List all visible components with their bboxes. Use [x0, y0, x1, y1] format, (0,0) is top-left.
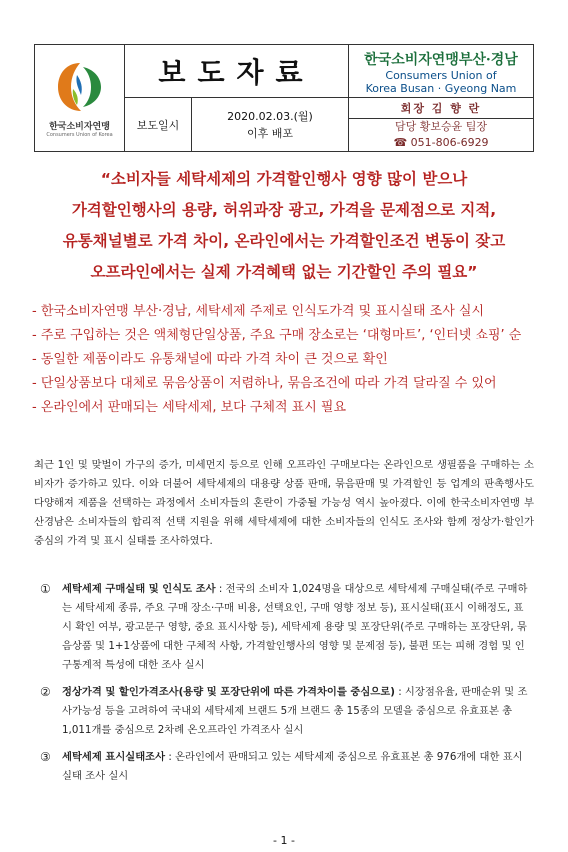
document-title: 보도자료 [125, 45, 349, 98]
organization-name [349, 45, 533, 98]
summary-bullet: - 주로 구입하는 것은 액체형단일상품, 주요 구매 장소로는 ‘대형마트’, ‘인터넷 쇼핑’ 순 [32, 328, 522, 343]
item-number: ③ [40, 750, 51, 764]
logo-text: 한국소비자연맹 [49, 122, 110, 132]
release-date [192, 98, 349, 151]
survey-item [40, 748, 530, 786]
release-date-label: 보도일시 [125, 98, 192, 151]
contact-info [349, 119, 533, 151]
item-text [62, 580, 530, 675]
release-date-note: 이후 배포 [246, 126, 293, 140]
summary-bullet: - 단일상품보다 대체로 묶음상품이 저렴하나, 묶음조건에 따라 가격 달라질 수 있어 [32, 376, 497, 391]
headline-line: “소비자들 세탁세제의 가격할인행사 영향 많이 받으나 [100, 170, 468, 188]
headline-line: 오프라인에서는 실제 가격혜택 없는 기간할인 주의 필요” [90, 263, 478, 281]
press-release-header [34, 44, 534, 152]
survey-item [40, 683, 530, 740]
consumer-union-logo-icon [53, 59, 107, 115]
item-description: : 시장점유율, 판매순위 및 조사가능성 등을 고려하여 국내외 세탁세제 브랜드 5개 브랜드 총 15종의 모델을 중심으로 유효표본 총 1,011개를 중심으로 2차례 온오프라인 가격조사 실시 [62, 686, 528, 736]
item-title: 정상가격 및 할인가격조사(용량 및 포장단위에 따른 가격차이를 중심으로) [62, 686, 395, 698]
org-name-english-line2: Korea Busan · Gyeong Nam [365, 82, 517, 95]
president-name: 회장 김 향 란 [349, 98, 533, 119]
body-paragraph: 최근 1인 및 맞벌이 가구의 증가, 미세먼지 등으로 인해 오프라인 구매보다는 온라인으로 생필품을 구매하는 소비자가 증가하고 있다. 이와 더불어 세탁세제의 대용량 상품 판매, 묶음판매 및 가격할인 등 업계의 판촉행사도 다양해져 제품을 선택하는 과정에서 소비자들의 혼란이 가중될 가능성 역시 높아졌다. 이에 한국소비자연맹 부산경남은 소비자들의 합리적 선택 지원을 위해 세탁세제에 대한 소비자들의 인식도 조사와 함께 정상가·할인가 중심의 가격 및 표시 실태를 조사하였다. [34, 459, 534, 547]
summary-bullet: - 한국소비자연맹 부산·경남, 세탁세제 주제로 인식도가격 및 표시실태 조사 실시 [32, 304, 485, 319]
headline-line: 가격할인행사의 용량, 허위과장 광고, 가격을 문제점으로 지적, [71, 201, 497, 219]
org-name-korean: 한국소비자연맹부산·경남 [364, 52, 518, 68]
survey-item [40, 580, 530, 675]
survey-items [40, 580, 530, 794]
item-description: : 온라인에서 판매되고 있는 세탁세제 중심으로 유효표본 총 976개에 대한 표시 실태 조사 실시 [62, 751, 523, 782]
item-text [62, 748, 530, 786]
headline-line: 유통채널별로 가격 차이, 온라인에서는 가격할인조건 변동이 잦고 [62, 232, 506, 250]
page-number: - 1 - [273, 834, 295, 847]
contact-phone: ☎ 051-806-6929 [393, 136, 489, 149]
item-title: 세탁세제 구매실태 및 인식도 조사 [62, 583, 216, 595]
logo-subtext: Consumers Union of Korea [46, 132, 113, 138]
item-number: ① [40, 582, 51, 596]
release-date-value: 2020.02.03.(월) [227, 109, 313, 123]
contact-person: 담당 황보승윤 팀장 [394, 120, 487, 133]
item-text [62, 683, 530, 740]
logo-cell [35, 45, 125, 151]
item-number: ② [40, 685, 51, 699]
summary-bullets [32, 300, 552, 420]
summary-bullet: - 온라인에서 판매되는 세탁세제, 보다 구체적 표시 필요 [32, 400, 347, 415]
org-name-english-line1: Consumers Union of [385, 69, 497, 82]
item-title: 세탁세제 표시실태조사 [62, 751, 166, 763]
item-description: : 전국의 소비자 1,024명을 대상으로 세탁세제 구매실태(주로 구매하는 세탁세제 종류, 주요 구매 장소·구매 비용, 선택요인, 구매 영향 정보 등), 표시실태(표시 이해정도, 표시 확인 여부, 광고문구 영향, 중요 표시사항 등), 세탁세제 용량 및 포장단위(주로 구매하는 포장단위, 묶음상품 및 1+1상품에 대한 구체적 사항, 가격할인행사의 영향 및 문제점 등), 불편 또는 피해 경험 및 인구통계적 특성에 대한 조사 실시 [62, 583, 528, 671]
summary-bullet: - 동일한 제품이라도 유통채널에 따라 가격 차이 큰 것으로 확인 [32, 352, 388, 367]
headline [0, 164, 568, 288]
